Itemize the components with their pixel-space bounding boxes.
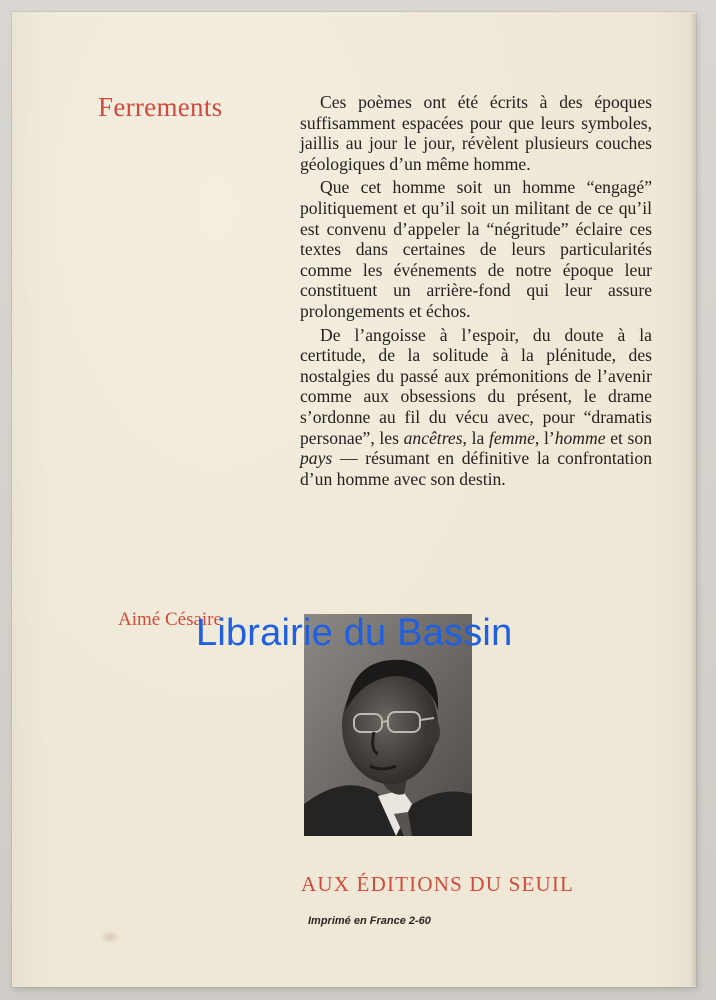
blurb-paragraph-3: De l’angoisse à l’espoir, du doute à la certitude, de la solitude à la plénitude, des nostalgies du passé aux prémonitions de l’avenir comme aux obsessions du présent, le drame s’ordonne au fil du vécu avec, pour “dramatis personae”, les ancêtres, la femme, l’homme et son pays — résumant en définitive la confrontation d’un homme avec son destin. xyxy=(300,324,652,489)
publisher-name: AUX ÉDITIONS DU SEUIL xyxy=(301,872,575,896)
book-title: Ferrements xyxy=(98,92,223,122)
cover-spine-edge xyxy=(690,14,696,986)
blurb-paragraph-1: Ces poèmes ont été écrits à des époques suffisamment espacées pour que leurs symboles, jaillis au jour le jour, révèlent plusieurs couches géologiques d’un même homme. xyxy=(300,92,652,174)
italic-word-femme: femme xyxy=(488,427,535,448)
blurb-paragraph-2: Que cet homme soit un homme “engagé” politiquement et qu’il soit un militant de ce qu’il est convenu d’appeler la “négritude” éclaire ces textes dans certaines de leurs particularités comme les événements de notre époque leur constituent un arrière-fond qui leur assure prolongements et échos. xyxy=(300,177,652,321)
italic-word-homme: homme xyxy=(554,427,606,448)
italic-word-ancetres: ancêtres xyxy=(403,427,463,448)
bookseller-watermark: Librairie du Bassin xyxy=(196,612,513,654)
author-name: Aimé Césaire xyxy=(118,609,222,630)
blurb-text xyxy=(300,92,652,492)
printing-imprint: Imprimé en France 2-60 xyxy=(308,915,431,927)
paper-stain xyxy=(100,930,120,944)
italic-word-pays: pays xyxy=(300,448,333,469)
